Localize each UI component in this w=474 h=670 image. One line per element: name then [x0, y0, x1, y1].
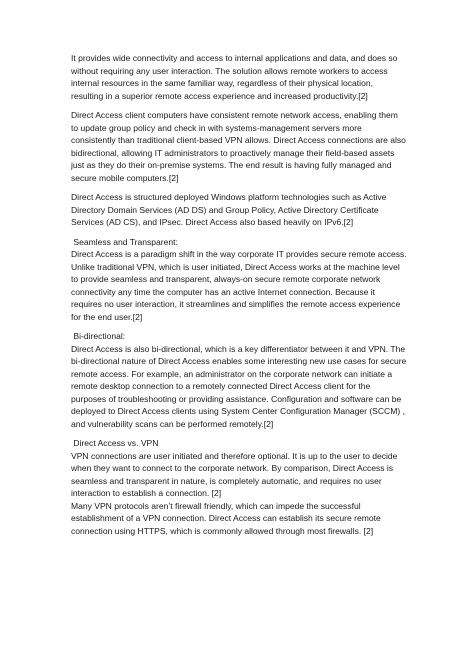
section-seamless: [71, 236, 407, 324]
section-body-vs-vpn: VPN connections are user initiated and therefore optional. It is up to the user to decide when they want to connect to the corporate network. By comparison, Direct Access is seamless and transparent in nature, is completely automatic, and requires no user interaction to establish a connection. [2]: [71, 450, 398, 498]
section-heading-bidirectional: Bi-directional:: [71, 331, 126, 341]
paragraph-connectivity: It provides wide connectivity and access to internal applications and data, and does so without requiring any user interaction. The solution allows remote workers to access internal resources in the same familiar way, regardless of their physical location, resulting in a superior remote access experience and increased productivity.[2]: [71, 53, 398, 101]
paragraph-structure: Direct Access is structured deployed Windows platform technologies such as Active Directory Domain Services (AD DS) and Group Policy, Active Directory Certificate Services (AD CS), and IPsec. Direct Access also based heavily on IPv6.[2]: [71, 192, 387, 227]
paragraph-client-computers: Direct Access client computers have consistent remote network access, enabling them to update group policy and check in with systems-management servers more consistently than traditional client-based VPN allows. Direct Access connections are also bidirectional, allowing IT administrators to proactively manage their field-based assets just as they do their on-premise systems. The end result is having fully managed and secure mobile computers.[2]: [71, 110, 406, 183]
section-body-bidirectional: Direct Access is also bi-directional, which is a key differentiator between it and VPN. The bi-directional nature of Direct Access enables some interesting new use cases for secure remote access. For example, an administrator on the corporate network can initiate a remote desktop connection to a remotely connected Direct Access client for the purposes of troubleshooting or providing assistance. Configuration and software can be deployed to Direct Access clients using System Center Configuration Manager (SCCM) , and vulnerability scans can be performed remotely.[2]: [71, 343, 407, 429]
section-bidirectional: [71, 330, 407, 430]
section-vs-vpn: [71, 437, 407, 537]
document-body: [71, 52, 407, 537]
section-heading-seamless: Seamless and Transparent:: [71, 236, 178, 247]
section-heading-vs-vpn: Direct Access vs. VPN: [71, 438, 159, 448]
section-body-vs-vpn-firewall: Many VPN protocols aren’t firewall friendly, which can impede the successful establishment of a VPN connection. Direct Access can establish its secure remote connection using HTTPS, which is commonly allowed through most firewalls. [2]: [71, 500, 381, 536]
section-body-seamless: Direct Access is a paradigm shift in the way corporate IT provides secure remote access. Unlike traditional VPN, which is user initiated, Direct Access works at the machine level to provide seamless and transparent, always-on secure remote corporate network connectivity any time the computer has an active Internet connection. Because it requires no user interaction, it streamlines and simplifies the remote access experience for the end user.[2]: [71, 249, 407, 322]
